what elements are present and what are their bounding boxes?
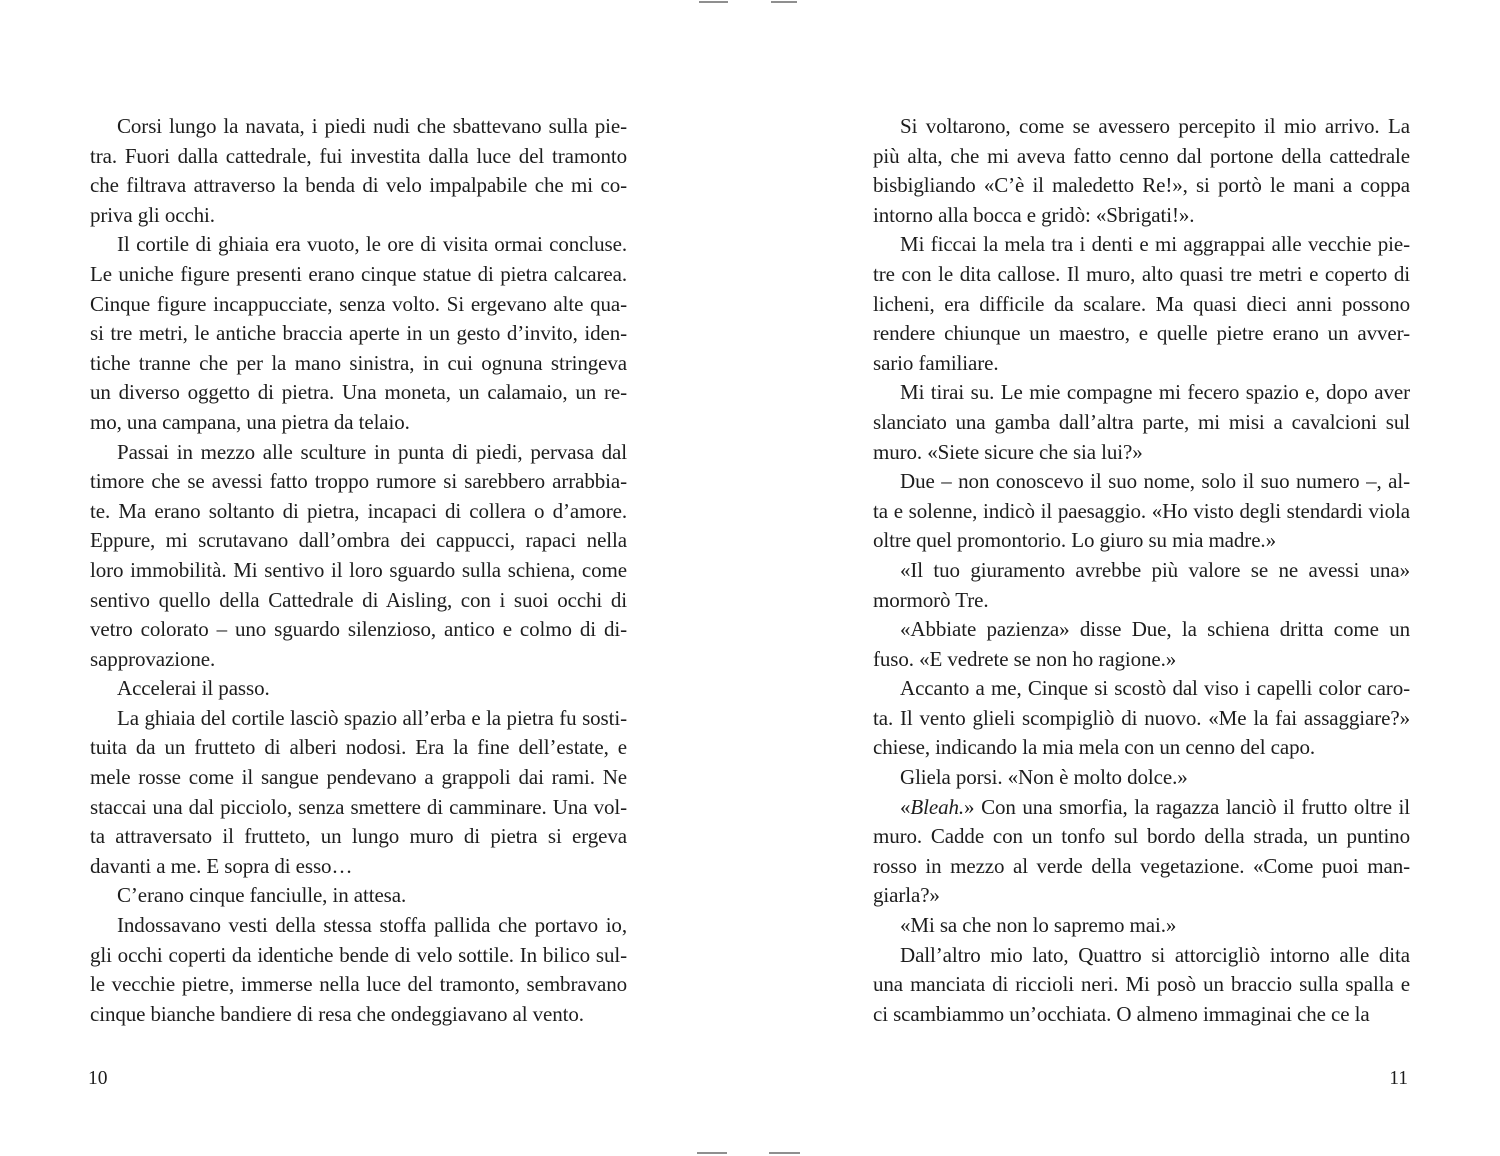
text-line: te. Ma erano soltanto di pietra, incapaci di collera o d’amore.	[90, 498, 627, 523]
text-span: » Con una smorfia, la ragazza lanciò il frutto oltre il	[964, 794, 1410, 819]
left-page-number: 10	[88, 1068, 108, 1089]
text-line: un diverso oggetto di pietra. Una moneta, un calamaio, un re-	[90, 380, 627, 405]
paragraph	[873, 467, 1410, 556]
paragraph	[90, 704, 627, 882]
text-line: sapprovazione.	[90, 646, 216, 671]
paragraph	[873, 556, 1410, 615]
text-line: bisbigliando «C’è il maledetto Re!», si portò le mani a coppa	[873, 173, 1410, 198]
text-line: Accanto a me, Cinque si scostò dal viso i capelli color caro-	[900, 676, 1410, 701]
right-page-number: 11	[1389, 1068, 1408, 1089]
text-line: priva gli occhi.	[90, 202, 215, 227]
paragraph	[873, 941, 1410, 1030]
text-line: mormorò Tre.	[873, 587, 989, 612]
text-line: Si voltarono, come se avessero percepito il mio arrivo. La	[900, 114, 1410, 138]
text-line	[873, 793, 1410, 823]
paragraph	[90, 674, 627, 704]
paragraph	[90, 230, 627, 437]
text-line: Eppure, mi scrutavano dall’ombra dei cappucci, rapaci nella	[90, 528, 627, 553]
text-line: Corsi lungo la navata, i piedi nudi che sbattevano sulla pie-	[117, 114, 627, 138]
right-page-text-block	[873, 112, 1410, 1029]
text-line: C’erano cinque fanciulle, in attesa.	[117, 883, 407, 908]
text-line: una manciata di riccioli neri. Mi posò un braccio sulla spalla e	[873, 972, 1410, 997]
text-line: Due – non conoscevo il suo nome, solo il suo numero –, al-	[900, 469, 1410, 494]
text-line: Cinque figure incappucciate, senza volto. Si ergevano alte qua-	[90, 291, 627, 316]
text-line: intorno alla bocca e gridò: «Sbrigati!».	[873, 202, 1195, 227]
paragraph	[873, 112, 1410, 230]
text-line: «Il tuo giuramento avrebbe più valore se ne avessi una»	[900, 557, 1410, 582]
text-line: oltre quel promontorio. Lo giuro su mia madre.»	[873, 528, 1276, 553]
paragraph	[90, 911, 627, 1029]
text-line: «Mi sa che non lo sapremo mai.»	[900, 913, 1177, 938]
text-line: tuita da un frutteto di alberi nodosi. Era la fine dell’estate, e	[90, 735, 627, 760]
text-line: Le uniche figure presenti erano cinque statue di pietra calcarea.	[90, 261, 627, 286]
text-line: Dall’altro mio lato, Quattro si attorcigliò intorno alle dita	[900, 942, 1410, 967]
text-line: loro immobilità. Mi sentivo il loro sguardo sulla schiena, come	[90, 557, 627, 582]
text-line: sentivo quello della Cattedrale di Aisling, con i suoi occhi di	[90, 587, 627, 612]
text-line: fuso. «E vedrete se non ho ragione.»	[873, 646, 1177, 671]
text-line: ta. Il vento glieli scompigliò di nuovo. «Me la fai assaggiare?»	[873, 705, 1410, 730]
text-line: davanti a me. E sopra di esso…	[90, 853, 353, 878]
text-line: ta e solenne, indicò il paesaggio. «Ho visto degli stendardi viola	[873, 498, 1410, 523]
text-line: chiese, indicando la mia mela con un cenno del capo.	[873, 735, 1316, 760]
text-line: le vecchie pietre, immerse nella luce del tramonto, sembravano	[90, 972, 627, 997]
text-line: staccai una dal picciolo, senza smettere di camminare. Una vol-	[90, 794, 627, 819]
paragraph	[873, 230, 1410, 378]
paragraph	[873, 763, 1410, 793]
text-line: sario familiare.	[873, 350, 999, 375]
text-line: vetro colorato – uno sguardo silenzioso, antico e colmo di di-	[90, 617, 627, 642]
text-line: tiche tranne che per la mano sinistra, in cui ognuna stringeva	[90, 350, 627, 375]
text-span: «	[900, 794, 911, 819]
text-line: mo, una campana, una pietra da telaio.	[90, 409, 410, 434]
text-line: timore che se avessi fatto troppo rumore si sarebbero arrabbia-	[90, 469, 627, 494]
text-line: «Abbiate pazienza» disse Due, la schiena dritta come un	[900, 617, 1410, 642]
text-line: ta attraversato il frutteto, un lungo muro di pietra si ergeva	[90, 824, 627, 849]
text-line: muro. Cadde con un tonfo sul bordo della strada, un puntino	[873, 824, 1410, 849]
text-line: Gliela porsi. «Non è molto dolce.»	[900, 765, 1188, 790]
text-line: Passai in mezzo alle sculture in punta di piedi, pervasa dal	[117, 439, 627, 464]
text-line: rosso in mezzo al verde della vegetazione. «Come puoi man-	[873, 853, 1410, 878]
paragraph	[873, 793, 1410, 911]
text-line: Mi ficcai la mela tra i denti e mi aggrappai alle vecchie pie-	[900, 232, 1410, 257]
italic-text: Bleah.	[910, 794, 965, 819]
text-line: slanciato una gamba dall’altra parte, mi misi a cavalcioni sul	[873, 409, 1410, 434]
text-line: Indossavano vesti della stessa stoffa pallida che portavo io,	[117, 913, 627, 938]
text-line: Mi tirai su. Le mie compagne mi fecero spazio e, dopo aver	[900, 380, 1410, 405]
text-line: Accelerai il passo.	[117, 676, 270, 701]
text-line: più alta, che mi aveva fatto cenno dal portone della cattedrale	[873, 143, 1410, 168]
text-line: mele rosse come il sangue pendevano a grappoli dai rami. Ne	[90, 765, 627, 790]
text-line: giarla?»	[873, 883, 940, 908]
text-line: La ghiaia del cortile lasciò spazio all’erba e la pietra fu sosti-	[117, 705, 627, 730]
paragraph	[90, 438, 627, 675]
left-page-text-block	[90, 112, 627, 1029]
paragraph	[90, 112, 627, 230]
text-line: muro. «Siete sicure che sia lui?»	[873, 439, 1143, 464]
text-line: ci scambiammo un’occhiata. O almeno immaginai che ce la	[873, 1001, 1370, 1026]
text-line: rendere chiunque un maestro, e quelle pietre erano un avver-	[873, 321, 1410, 346]
text-line: tre con le dita callose. Il muro, alto quasi tre metri e coperto di	[873, 261, 1410, 286]
paragraph	[873, 615, 1410, 674]
paragraph	[90, 881, 627, 911]
text-line: che filtrava attraverso la benda di velo impalpabile che mi co-	[90, 173, 627, 198]
paragraph	[873, 911, 1410, 941]
text-line: gli occhi coperti da identiche bende di velo sottile. In bilico sul-	[90, 942, 627, 967]
paragraph	[873, 674, 1410, 763]
text-line: licheni, era difficile da scalare. Ma quasi dieci anni possono	[873, 291, 1410, 316]
text-line: cinque bianche bandiere di resa che ondeggiavano al vento.	[90, 1001, 584, 1026]
paragraph	[873, 378, 1410, 467]
text-line: Il cortile di ghiaia era vuoto, le ore di visita ormai concluse.	[117, 232, 627, 257]
text-line: tra. Fuori dalla cattedrale, fui investita dalla luce del tramonto	[90, 143, 627, 168]
right-page	[750, 0, 1500, 1156]
text-line: si tre metri, le antiche braccia aperte in un gesto d’invito, iden-	[90, 321, 627, 346]
